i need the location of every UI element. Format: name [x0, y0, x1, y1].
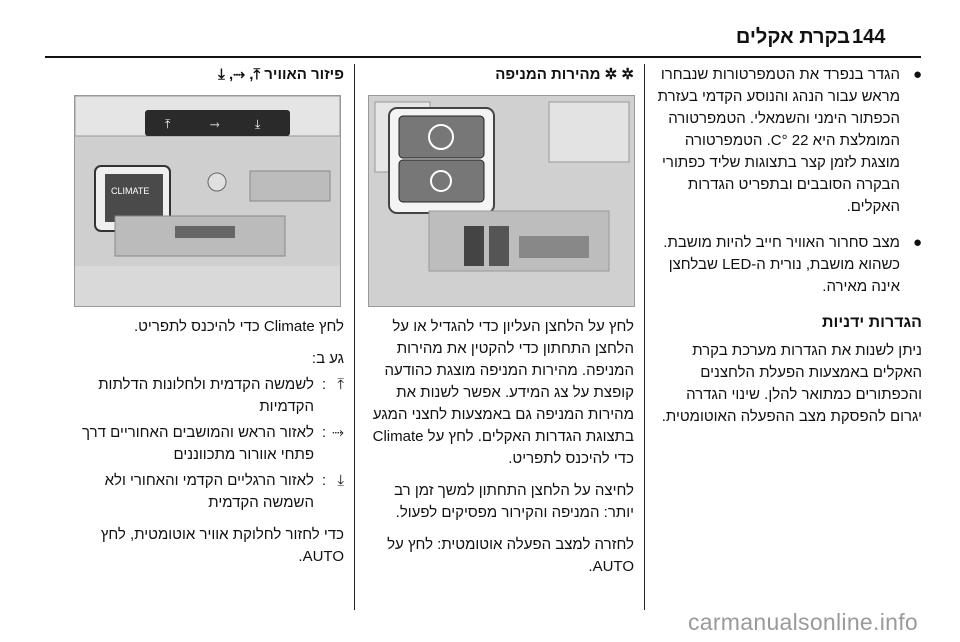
- windscreen-air-icon: ⤒: [337, 376, 344, 393]
- fan-speed-paragraph-1: לחץ על הלחצן העליון כדי להגדיל או על הלחצן התחתון כדי להקטין את מהירות המניפה. מהירות המניפה מוצגת כהודעה קופצת על צג המידע. אפשר לשנות את מהירות המניפה גם באמצעות לחצני המגע בתצוגת הגדרות האקלים. לחץ על Climate כדי להיכנס לתפריט.: [372, 318, 634, 467]
- air-option-row: [74, 374, 344, 418]
- fan-speed-title: ✲ ✲ מהירות המניפה: [495, 66, 634, 83]
- head-air-icon: ⤑: [331, 424, 344, 441]
- watermark: carmanualsonline.info: [687, 609, 918, 635]
- air-distribution-paragraph-1: לחץ Climate כדי להיכנס לתפריט.: [133, 318, 344, 335]
- climate-label: CLIMATE: [111, 186, 150, 196]
- svg-text:⤑: ⤑: [210, 117, 220, 131]
- left-text: [74, 316, 344, 578]
- bullet-text: מצב סחרור האוויר חייב להיות מושבת. כשהוא מושבת, נורית ה-LED שבלחצן אינה מאירה.: [663, 234, 900, 295]
- manual-settings-paragraph: ניתן לשנות את הגדרות מערכת בקרת האקלים באמצעות הפעלת הלחצנים והכפתורים כמתואר להלן. שינוי הגדרה יגרום להפסקת מצב ההפעלה האוטומטית.: [661, 342, 922, 425]
- bullet-item: [656, 64, 922, 218]
- air-option-text: לשמשה הקדמית ולחלונות הדלתות הקדמיות: [98, 376, 314, 415]
- foot-air-icon: ⤓: [337, 472, 344, 489]
- fan-speed-illustration: [369, 96, 634, 306]
- air-option-row: [74, 470, 344, 514]
- climate-panel-photo: [74, 95, 341, 307]
- middle-text: [366, 316, 634, 588]
- svg-text:⤓: ⤓: [255, 117, 261, 131]
- air-distribution-icons: ⤒, ⤑, ⤓: [218, 66, 261, 83]
- option-colon: :: [321, 472, 326, 489]
- fan-speed-paragraph-3: לחזרה למצב הפעלה אוטומטית: לחץ על AUTO.: [387, 536, 634, 575]
- option-colon: :: [321, 376, 326, 393]
- fan-speed-icon: ✲ ✲: [600, 66, 634, 83]
- touch-on-label: גע ב:: [311, 350, 344, 367]
- climate-panel-illustration: [75, 96, 340, 306]
- air-distribution-title: פיזור האוויר ⤒, ⤑, ⤓: [218, 66, 344, 83]
- page-number: 144: [852, 26, 886, 48]
- bullet-dot-icon: ●: [912, 66, 922, 83]
- air-distribution-paragraph-2: כדי לחזור לחלוקת אוויר אוטומטית, לחץ AUTO.: [100, 526, 344, 565]
- section-title: בקרת אקלים: [735, 26, 850, 48]
- column-divider-right: [644, 64, 645, 610]
- right-column: [656, 64, 922, 438]
- air-option-text: לאזור הראש והמושבים האחוריים דרך פתחי אוורור מתכווננים: [82, 424, 314, 463]
- fan-speed-photo: [368, 95, 635, 307]
- svg-text:⤒: ⤒: [165, 117, 171, 131]
- bullet-text: הגדר בנפרד את הטמפרטורות שנבחרו מראש עבור הנהג והנוסע הקדמי בעזרת הכפתור הימני והשמאלי. הטמפרטורה המומלצת היא 22 °C. הטמפרטורה מוצגת לזמן קצר בתצוגות שליד כפתורי הבקרה הסובבים ובתפריט הגדרות האקלים.: [657, 66, 900, 215]
- bullet-item: [656, 232, 922, 298]
- column-divider-left: [354, 64, 355, 610]
- subheading-manual-settings: הגדרות ידניות: [822, 314, 922, 331]
- air-option-row: [74, 422, 344, 466]
- header-rule: [45, 56, 921, 58]
- bullet-dot-icon: ●: [912, 234, 922, 251]
- fan-speed-paragraph-2: לחיצה על הלחצן התחתון למשך זמן רב יותר: המניפה והקירור מפסיקים לפעול.: [394, 482, 634, 521]
- air-option-text: לאזור הרגליים הקדמי והאחורי ולא השמשה הקדמית: [104, 472, 314, 511]
- option-colon: :: [321, 424, 326, 441]
